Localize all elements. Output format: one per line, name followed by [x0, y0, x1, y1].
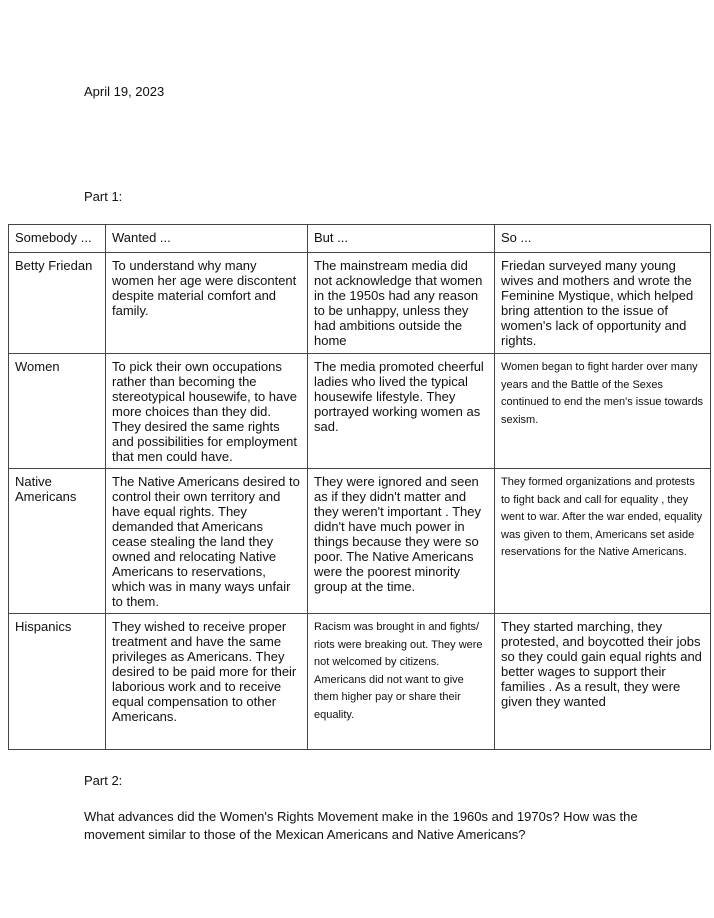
- cell-somebody: Hispanics: [9, 614, 106, 750]
- header-somebody: Somebody ...: [9, 225, 106, 253]
- header-so: So ...: [495, 225, 711, 253]
- cell-so: Friedan surveyed many young wives and mothers and wrote the Feminine Mystique, which helped bring attention to the issue of women's lack of opportunity and rights.: [495, 253, 711, 354]
- table-row: [9, 469, 711, 614]
- header-wanted: Wanted ...: [106, 225, 308, 253]
- cell-so: They started marching, they protested, and boycotted their jobs so they could gain equal rights and better wages to support their families . As a result, they were given they wanted: [495, 614, 711, 750]
- cell-somebody: Native Americans: [9, 469, 106, 614]
- part-1-heading: Part 1:: [84, 189, 123, 204]
- cell-so: They formed organizations and protests to fight back and call for equality , they went to war. After the war ended, equality was given to them, Americans set aside reservations for the Native Americans.: [495, 469, 711, 614]
- cell-but: Racism was brought in and fights/ riots were breaking out. They were not welcomed by citizens. Americans did not want to give them higher pay or share their equality.: [308, 614, 495, 750]
- cell-wanted: To understand why many women her age were discontent despite material comfort and family.: [106, 253, 308, 354]
- cell-but: The media promoted cheerful ladies who lived the typical housewife lifestyle. They portrayed working women as sad.: [308, 354, 495, 469]
- sbws-table: [8, 224, 711, 750]
- table-row: [9, 614, 711, 750]
- part-2-heading: Part 2:: [84, 773, 123, 788]
- cell-somebody: Betty Friedan: [9, 253, 106, 354]
- part-2-question: What advances did the Women's Rights Movement make in the 1960s and 1970s? How was the movement similar to those of the Mexican Americans and Native Americans?: [84, 809, 638, 842]
- header-but: But ...: [308, 225, 495, 253]
- cell-but: They were ignored and seen as if they didn't matter and they weren't important . They didn't have much power in things because they were so poor. The Native Americans were the poorest minority group at the time.: [308, 469, 495, 614]
- cell-but: The mainstream media did not acknowledge that women in the 1950s had any reason to be unhappy, unless they had ambitions outside the home: [308, 253, 495, 354]
- table-row: [9, 253, 711, 354]
- cell-wanted: The Native Americans desired to control their own territory and have equal rights. They demanded that Americans cease stealing the land they owned and relocating Native Americans to reservations, which was in many ways unfair to them.: [106, 469, 308, 614]
- cell-wanted: To pick their own occupations rather than becoming the stereotypical housewife, to have more choices than they did. They desired the same rights and possibilities for employment that men could have.: [106, 354, 308, 469]
- document-date: April 19, 2023: [84, 84, 165, 99]
- table-header-row: [9, 225, 711, 253]
- table-row: [9, 354, 711, 469]
- cell-wanted: They wished to receive proper treatment and have the same privileges as Americans. They desired to be paid more for their laborious work and to receive equal compensation to other Americans.: [106, 614, 308, 750]
- cell-so: Women began to fight harder over many years and the Battle of the Sexes continued to end the men's issue towards sexism.: [495, 354, 711, 469]
- cell-somebody: Women: [9, 354, 106, 469]
